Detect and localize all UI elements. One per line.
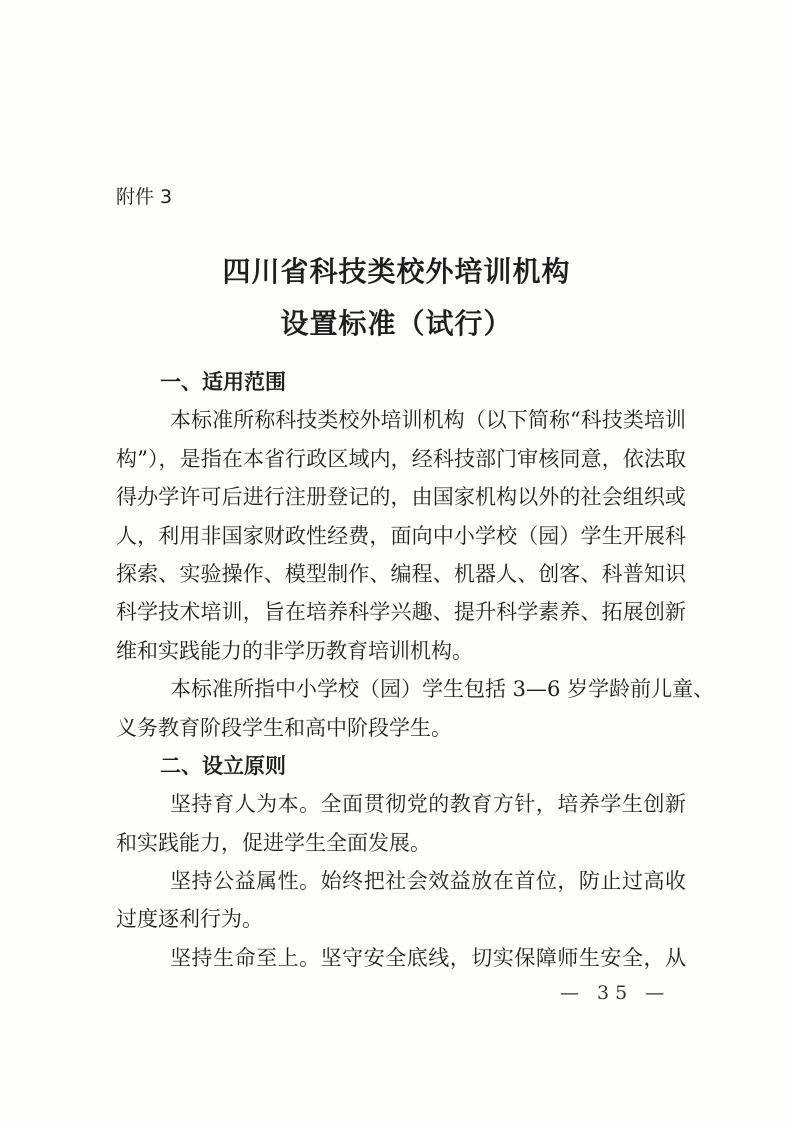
text-line: 科学技术培训，旨在培养科学兴趣、提升科学素养、拓展创新 bbox=[116, 600, 686, 625]
text-line: 得办学许可后进行注册登记的，由国家机构以外的社会组织或 bbox=[116, 485, 686, 510]
text-line: 义务教育阶段学生和高中阶段学生。 bbox=[116, 715, 452, 740]
document-body bbox=[116, 363, 715, 977]
text-line: 和实践能力，促进学生全面发展。 bbox=[116, 830, 431, 855]
text-line: 探索、实验操作、模型制作、编程、机器人、创客、科普知识 bbox=[116, 561, 686, 586]
text-line: 坚持育人为本。全面贯彻党的教育方针，培养学生创新 bbox=[170, 792, 686, 817]
text-line: 坚持公益属性。始终把社会效益放在首位，防止过高收 bbox=[170, 869, 686, 894]
document-title-line-2: 设置标准（试行） bbox=[280, 307, 513, 340]
text-line: 维和实践能力的非学历教育培训机构。 bbox=[116, 638, 473, 663]
text-line: 过度逐利行为。 bbox=[116, 907, 263, 932]
text-line: 本标准所指中小学校（园）学生包括 3—6 岁学龄前儿童、 bbox=[170, 677, 715, 702]
text-line: 人，利用非国家财政性经费，面向中小学校（园）学生开展科 bbox=[116, 523, 686, 548]
text-line: 坚持生命至上。坚守安全底线，切实保障师生安全，从 bbox=[170, 945, 686, 970]
text-line: 本标准所称科技类校外培训机构（以下简称“科技类培训 bbox=[170, 408, 686, 433]
text-line: 构”），是指在本省行政区域内，经科技部门审核同意，依法取 bbox=[116, 446, 686, 471]
attachment-label: 附件 3 bbox=[116, 186, 173, 208]
section-heading-scope: 一、适用范围 bbox=[160, 370, 286, 394]
page-number: — 35 — bbox=[560, 982, 671, 1004]
section-heading-principles: 二、设立原则 bbox=[160, 753, 286, 778]
document-title-line-1: 四川省科技类校外培训机构 bbox=[222, 255, 571, 288]
